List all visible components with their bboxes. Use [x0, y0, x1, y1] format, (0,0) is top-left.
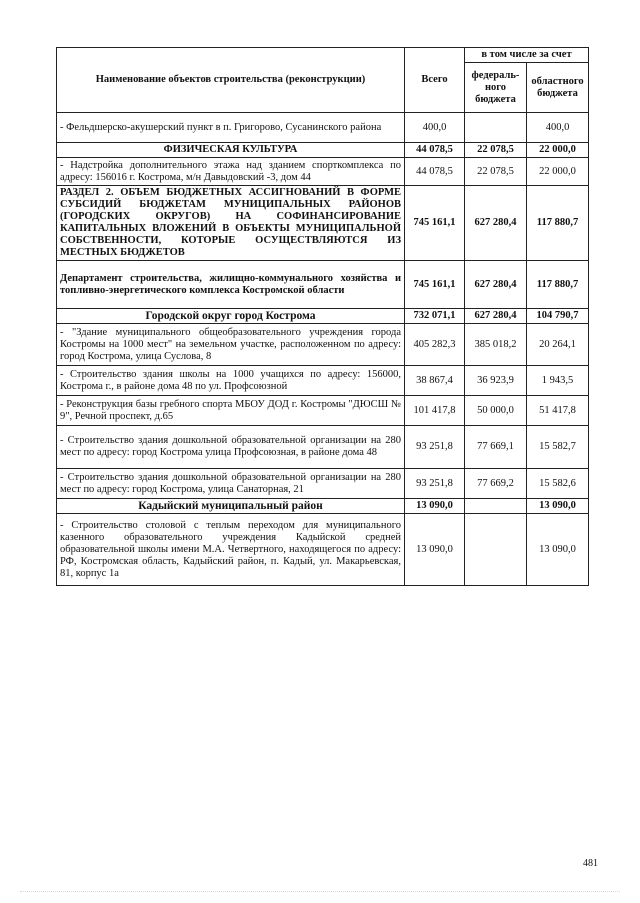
table-row — [57, 396, 589, 426]
row-federal: 36 923,9 — [465, 366, 527, 396]
row-name: - Строительство здания дошкольной образовательной организации на 280 мест по адресу: город Кострома улица Профсоюзная, в районе дома 48 — [57, 426, 405, 469]
row-regional: 51 417,8 — [527, 396, 589, 426]
row-total: 44 078,5 — [405, 158, 465, 186]
table-row — [57, 366, 589, 396]
row-federal — [465, 499, 527, 514]
row-name: Департамент строительства, жилищно-коммунального хозяйства и топливно-энергетического комплекса Костромской области — [57, 261, 405, 309]
row-total: 13 090,0 — [405, 514, 465, 586]
row-regional: 22 000,0 — [527, 158, 589, 186]
row-name: - Фельдшерско-акушерский пункт в п. Григорово, Сусанинского района — [57, 113, 405, 143]
row-federal: 77 669,1 — [465, 426, 527, 469]
row-regional: 20 264,1 — [527, 324, 589, 366]
row-federal: 627 280,4 — [465, 261, 527, 309]
row-name: - Строительство столовой с теплым переходом для муниципального казенного образовательного учреждения Кадыйской средней образовательной школы имени М.А. Четвертного, находящегося по адресу: РФ, Костромская область, Кадыйский район, п. Кадый, ул. Макарьевская, 81, корпус 1а — [57, 514, 405, 586]
table-row — [57, 499, 589, 514]
table-row — [57, 143, 589, 158]
row-federal: 385 018,2 — [465, 324, 527, 366]
header-regional: областного бюджета — [527, 63, 589, 113]
table-row — [57, 309, 589, 324]
row-total: 405 282,3 — [405, 324, 465, 366]
row-name: - Строительство здания школы на 1000 учащихся по адресу: 156000, Кострома г., в районе дома 48 по ул. Профсоюзной — [57, 366, 405, 396]
row-federal: 22 078,5 — [465, 158, 527, 186]
table-header-row-1 — [57, 48, 589, 63]
budget-table — [56, 47, 589, 586]
row-regional: 1 943,5 — [527, 366, 589, 396]
row-federal: 627 280,4 — [465, 309, 527, 324]
row-name: - "Здание муниципального общеобразовательного учреждения города Костромы на 1000 мест" на земельном участке, расположенном по адресу: город Кострома, улица Суслова, 8 — [57, 324, 405, 366]
row-name: - Надстройка дополнительного этажа над зданием спорткомплекса по адресу: 156016 г. Кострома, м/н Давыдовский -3, дом 44 — [57, 158, 405, 186]
row-name: РАЗДЕЛ 2. ОБЪЕМ БЮДЖЕТНЫХ АССИГНОВАНИЙ В ФОРМЕ СУБСИДИЙ БЮДЖЕТАМ МУНИЦИПАЛЬНЫХ РАЙОНОВ (ГОРОДСКИХ ОКРУГОВ) НА СОФИНАНСИРОВАНИЕ КАПИТАЛЬНЫХ ВЛОЖЕНИЙ В ОБЪЕКТЫ МУНИЦИПАЛЬНОЙ СОБСТВЕННОСТИ, КОТОРЫЕ ОСУЩЕСТВЛЯЮТСЯ ИЗ МЕСТНЫХ БЮДЖЕТОВ — [57, 186, 405, 261]
page-number: 481 — [583, 858, 598, 869]
row-name: Кадыйский муниципальный район — [57, 499, 405, 514]
table-row — [57, 469, 589, 499]
row-federal: 627 280,4 — [465, 186, 527, 261]
row-regional: 15 582,7 — [527, 426, 589, 469]
table-row — [57, 324, 589, 366]
row-regional: 117 880,7 — [527, 186, 589, 261]
table-row — [57, 113, 589, 143]
row-total: 745 161,1 — [405, 261, 465, 309]
row-regional: 117 880,7 — [527, 261, 589, 309]
row-regional: 15 582,6 — [527, 469, 589, 499]
row-regional: 13 090,0 — [527, 499, 589, 514]
row-name: ФИЗИЧЕСКАЯ КУЛЬТУРА — [57, 143, 405, 158]
row-total: 44 078,5 — [405, 143, 465, 158]
header-including: в том числе за счет — [465, 48, 589, 63]
row-name: - Реконструкция базы гребного спорта МБОУ ДОД г. Костромы "ДЮСШ № 9", Речной проспект, д.65 — [57, 396, 405, 426]
row-name: Городской округ город Кострома — [57, 309, 405, 324]
table-row — [57, 186, 589, 261]
row-regional: 13 090,0 — [527, 514, 589, 586]
row-total: 101 417,8 — [405, 396, 465, 426]
header-total: Всего — [405, 48, 465, 113]
row-federal — [465, 514, 527, 586]
row-federal: 77 669,2 — [465, 469, 527, 499]
table-row — [57, 261, 589, 309]
header-federal: федераль-ного бюджета — [465, 63, 527, 113]
row-name: - Строительство здания дошкольной образовательной организации на 280 мест по адресу: город Кострома, улица Санаторная, 21 — [57, 469, 405, 499]
scan-edge-divider — [20, 891, 620, 893]
row-regional: 400,0 — [527, 113, 589, 143]
row-total: 745 161,1 — [405, 186, 465, 261]
table-row — [57, 426, 589, 469]
row-total: 13 090,0 — [405, 499, 465, 514]
row-federal: 50 000,0 — [465, 396, 527, 426]
row-total: 93 251,8 — [405, 469, 465, 499]
row-total: 732 071,1 — [405, 309, 465, 324]
header-name: Наименование объектов строительства (реконструкции) — [57, 48, 405, 113]
row-federal: 22 078,5 — [465, 143, 527, 158]
row-regional: 104 790,7 — [527, 309, 589, 324]
row-federal — [465, 113, 527, 143]
row-total: 38 867,4 — [405, 366, 465, 396]
table-row — [57, 158, 589, 186]
row-total: 93 251,8 — [405, 426, 465, 469]
row-total: 400,0 — [405, 113, 465, 143]
row-regional: 22 000,0 — [527, 143, 589, 158]
table-row — [57, 514, 589, 586]
